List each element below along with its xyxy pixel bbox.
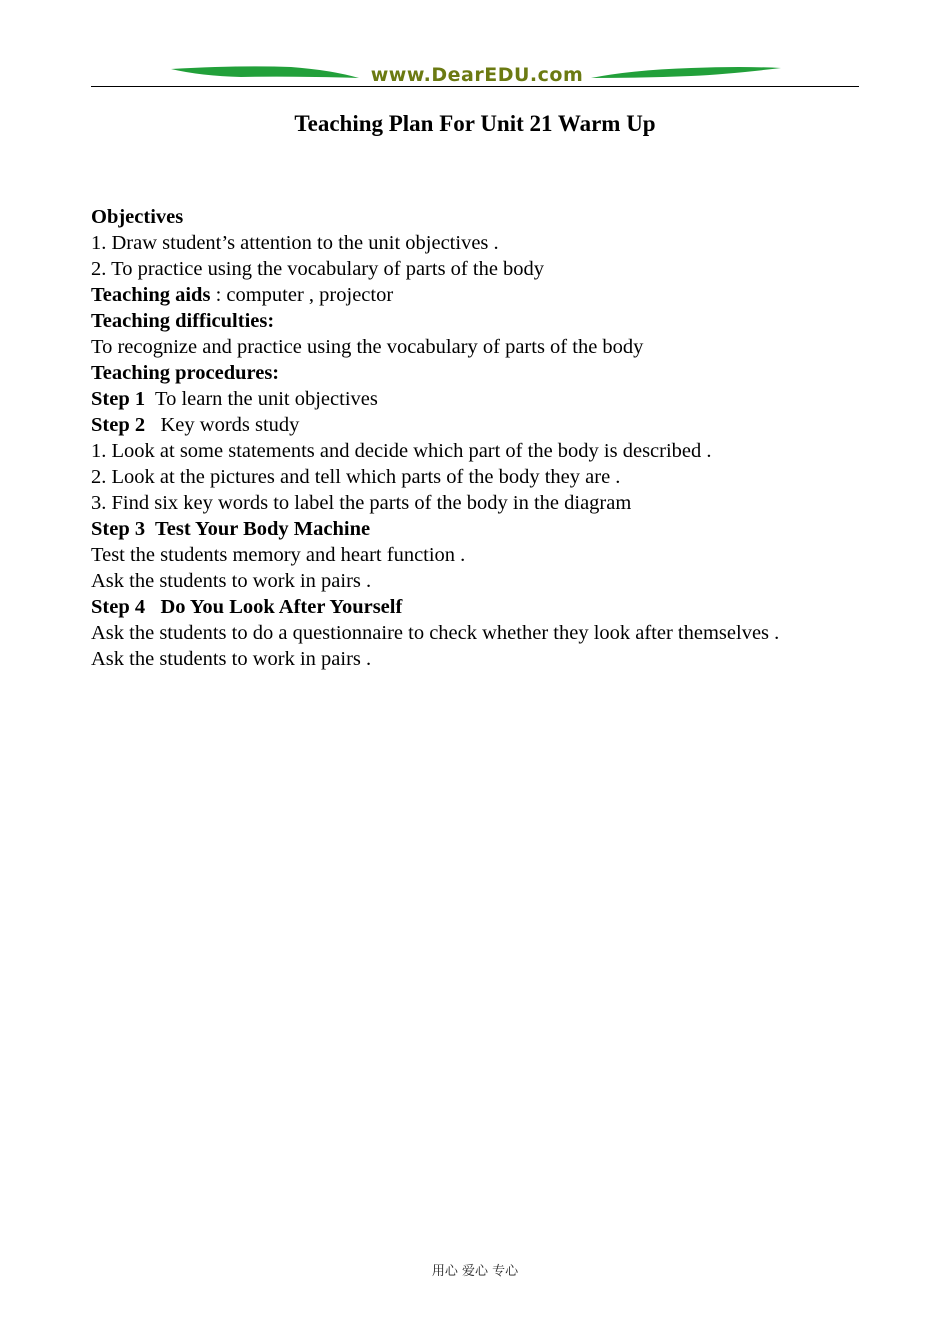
document-body [91,204,871,672]
teaching-aids-line [91,282,871,308]
step-3-heading: Step 3 Test Your Body Machine [91,518,371,540]
step-4-text: Ask the students to do a questionnaire to check whether they look after themselves . [91,622,780,644]
step-4-heading: Step 4 Do You Look After Yourself [91,596,403,618]
step-1-text: To learn the unit objectives [145,388,378,410]
objective-item: 1. Draw student’s attention to the unit objectives . [91,232,499,254]
step-2-text: Key words study [145,414,300,436]
objectives-heading: Objectives [91,206,184,228]
procedures-heading: Teaching procedures: [91,362,280,384]
teaching-aids-label: Teaching aids [91,284,211,306]
header-divider [91,86,859,87]
step-2-label: Step 2 [91,414,146,436]
difficulties-heading: Teaching difficulties: [91,310,275,332]
objective-item: 2. To practice using the vocabulary of parts of the body [91,258,545,280]
step-2-item: 3. Find six key words to label the parts of the body in the diagram [91,492,632,514]
page-footer: 用心 爱心 专心 [431,1264,519,1279]
step-3-text: Ask the students to work in pairs . [91,570,372,592]
page-header [91,62,859,90]
step-1-label: Step 1 [91,388,146,410]
step-4-text: Ask the students to work in pairs . [91,648,372,670]
step-2-item: 1. Look at some statements and decide which part of the body is described . [91,440,712,462]
step-3-text: Test the students memory and heart function . [91,544,466,566]
difficulties-text: To recognize and practice using the vocabulary of parts of the body [91,336,644,358]
site-logo[interactable]: www.DearEDU.com [370,64,584,86]
step-2-item: 2. Look at the pictures and tell which parts of the body they are . [91,466,621,488]
step-2-line [91,412,871,438]
page-title: Teaching Plan For Unit 21 Warm Up [294,111,656,136]
teaching-aids-value: : computer , projector [210,284,394,306]
step-1-line [91,386,871,412]
